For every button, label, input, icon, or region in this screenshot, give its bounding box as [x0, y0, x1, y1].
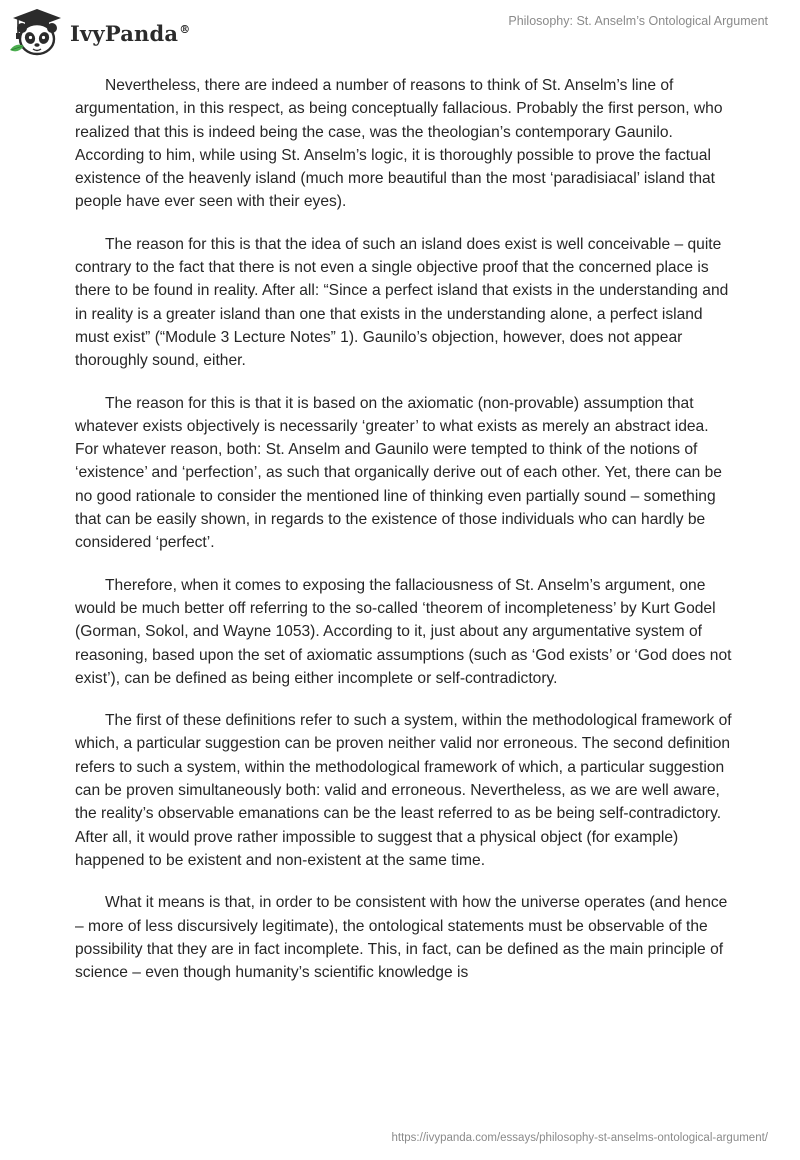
registered-mark: ®: [179, 22, 191, 36]
brand-name-text: IvyPanda: [70, 20, 179, 46]
paragraph: The reason for this is that the idea of such an island does exist is well conceivable – quite contrary to the fact that there is not even a single objective proof that the concerned place is there to be found in reality. After all: “Since a perfect island that exists in the understanding and in reality is a greater island than one that exists in the understanding alone, a perfect island must exist” (“Module 3 Lecture Notes” 1). Gaunilo’s objection, however, does not appear thoroughly sound, either.: [75, 235, 729, 370]
page-header: [0, 0, 800, 60]
paragraph: What it means is that, in order to be consistent with how the universe operates (and hence – more of less discursively legitimate), the ontological statements must be observable of the possibility that they are in fact incomplete. This, in fact, can be defined as the main principle of science – even though humanity’s scientific knowledge is: [75, 894, 728, 982]
panda-graduation-cap-icon: [8, 6, 66, 58]
source-url-link[interactable]: https://ivypanda.com/essays/philosophy-st-anselms-ontological-argument/: [391, 1132, 768, 1144]
paragraph: The reason for this is that it is based on the axiomatic (non-provable) assumption that whatever exists objectively is necessarily ‘greater’ to what exists as merely an abstract idea. For whatever reason, both: St. Anselm and Gaunilo were tempted to think of the notions of ‘existence’ and ‘perfection’, as such that organically derive out of each other. Yet, there can be no good rationale to consider the mentioned line of thinking even partially sound – something that can be easily shown, in regards to the existence of those individuals who can hardly be considered ‘perfect’.: [75, 394, 722, 552]
essay-body: [75, 74, 735, 1003]
page-title: Philosophy: St. Anselm’s Ontological Argument: [508, 14, 768, 28]
paragraph: Nevertheless, there are indeed a number of reasons to think of St. Anselm’s line of argumentation, in this respect, as being conceptually fallacious. Probably the first person, who realized that this is indeed being the case, was the theologian’s contemporary Gaunilo. According to him, while using St. Anselm’s logic, it is thoroughly possible to prove the factual existence of the heavenly island (much more beautiful than the most ‘paradisiacal’ island that people have ever seen with their eyes).: [75, 77, 723, 211]
paragraph: The first of these definitions refer to such a system, within the methodological framework of which, a particular suggestion can be proven neither valid nor erroneous. The second definition refers to such a system, within the methodological framework of which, a particular suggestion can be proven simultaneously both: valid and erroneous. Nevertheless, as we are well aware, the reality’s observable emanations can be the least referred to as be being self-contradictory. After all, it would prove rather impossible to suggest that a physical object (for example) happened to be existent and non-existent at the same time.: [75, 712, 732, 869]
ivypanda-logo[interactable]: [8, 6, 190, 58]
paragraph: Therefore, when it comes to exposing the fallaciousness of St. Anselm’s argument, one would be much better off referring to the so-called ‘theorem of incompleteness’ by Kurt Godel (Gorman, Sokol, and Wayne 1053). According to it, just about any argumentative system of reasoning, based upon the set of axiomatic assumptions (such as ‘God exists’ or ‘God does not exist’), can be defined as being either incomplete or self-contradictory.: [75, 576, 732, 687]
brand-name: [70, 21, 190, 46]
